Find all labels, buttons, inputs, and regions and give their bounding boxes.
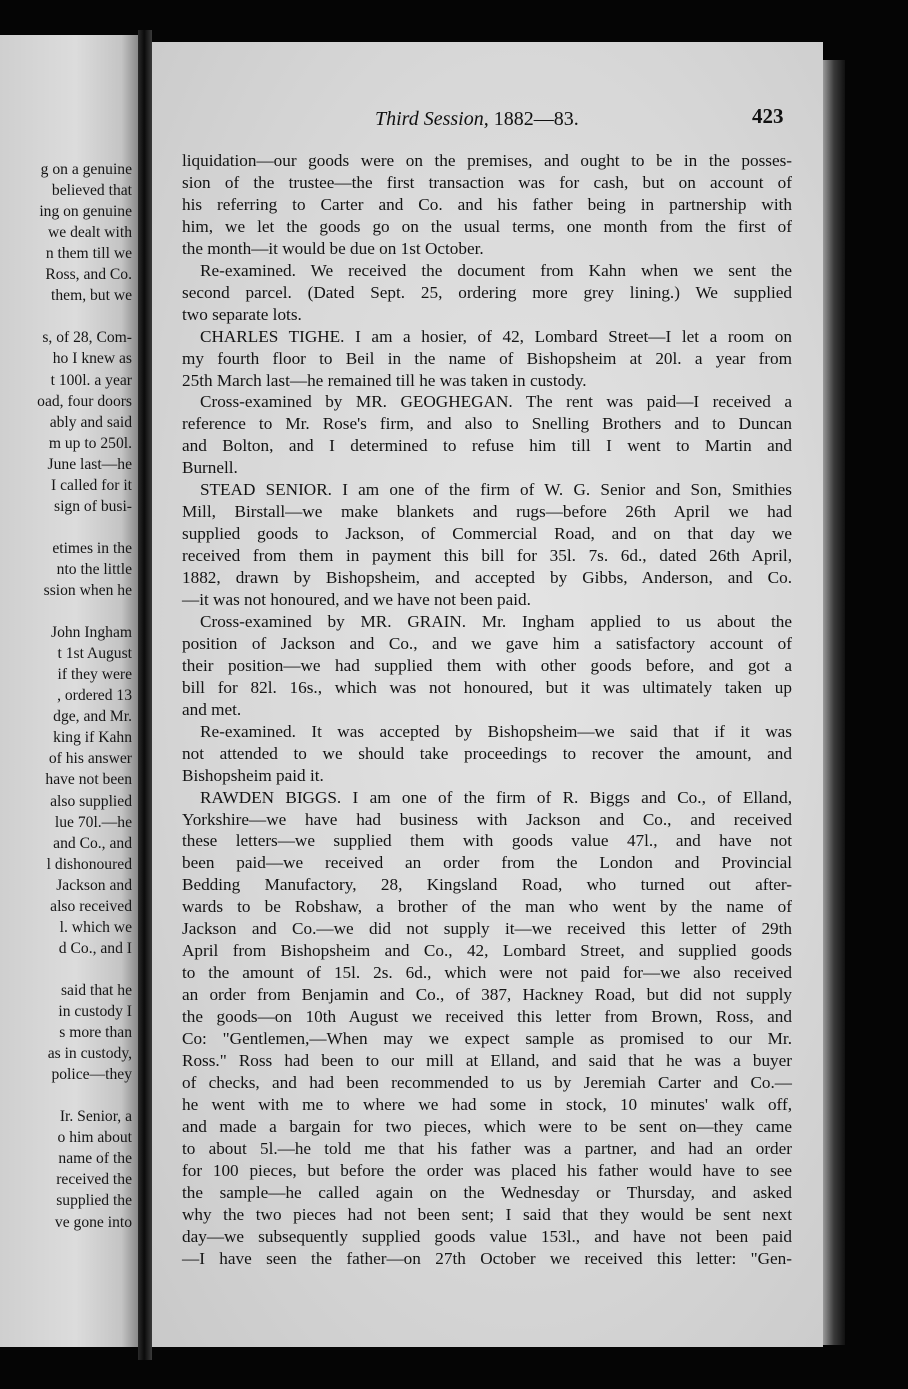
left-page-line: l. which we: [59, 918, 132, 936]
text-line: of checks, and had been recommended to us by Jeremiah Carter and Co.—: [182, 1072, 792, 1092]
text-line: RAWDEN BIGGS. I am one of the firm of R. Biggs and Co., of Elland,: [200, 787, 792, 807]
text-line: Burnell.: [182, 458, 238, 478]
left-page-line: supplied the: [56, 1192, 132, 1210]
text-line: my fourth floor to Beil in the name of Bishopsheim at 20l. a year from: [182, 348, 792, 368]
page-number: 423: [752, 104, 784, 128]
text-line: CHARLES TIGHE. I am a hosier, of 42, Lombard Street—I let a room on: [200, 326, 792, 346]
text-line: Bedding Manufactory, 28, Kingsland Road, who turned out after-: [182, 875, 792, 895]
text-line: position of Jackson and Co., and we gave him a satisfactory account of: [182, 633, 792, 653]
left-page-line: in custody I: [58, 1003, 132, 1020]
left-page-line: have not been: [45, 771, 132, 789]
left-page-line: ho I knew as: [52, 350, 132, 368]
left-page-line: also received: [50, 897, 132, 915]
left-page-line: Ir. Senior, a: [59, 1108, 132, 1126]
text-line: Cross-examined by MR. GRAIN. Mr. Ingham applied to us about the: [200, 611, 792, 631]
left-page-line: m up to 250l.: [48, 434, 132, 452]
text-line: Mill, Birstall—we make blankets and rugs—before 26th April we had: [182, 502, 792, 522]
left-page-line: believed that: [51, 182, 132, 200]
session-title: Third Session,: [375, 108, 489, 130]
text-line: these letters—we supplied them with goods value 47l., and have not: [182, 831, 792, 851]
left-page-line: police—they: [51, 1066, 132, 1084]
left-page-line: n them till we: [45, 245, 132, 263]
text-line: for 100 pieces, but before the order was placed his father would have to see: [182, 1160, 792, 1180]
left-page-line: as in custody,: [47, 1045, 132, 1063]
text-line: been paid—we received an order from the London and Provincial: [182, 853, 792, 873]
text-line: —it was not honoured, and we have not been paid.: [182, 590, 531, 609]
left-page-line: said that he: [60, 981, 132, 999]
text-line: received from them in payment this bill for 35l. 7s. 6d., dated 26th April,: [182, 546, 792, 566]
left-page-line: also supplied: [50, 792, 132, 810]
text-line: the sample—he called again on the Wednesday or Thursday, and asked: [182, 1182, 792, 1202]
left-page-line: ing on genuine: [39, 203, 132, 221]
left-page-line: t 1st August: [57, 645, 132, 663]
text-line: bill for 82l. 16s., which was not honoured, but it was ultimately taken up: [182, 677, 792, 697]
left-page-line: d Co., and I: [58, 939, 132, 957]
text-line: the month—it would be due on 1st October.: [182, 238, 484, 258]
text-line: Yorkshire—we have had business with Jackson and Co., and received: [182, 809, 792, 829]
text-line: and made a bargain for two pieces, which were to be sent on—they came: [182, 1116, 792, 1136]
text-line: Ross." Ross had been to our mill at Elland, and said that he was a buyer: [182, 1050, 792, 1070]
left-page-line: ssion when he: [43, 582, 132, 599]
text-line: and Bolton, and I determined to refuse him till I went to Martin and: [182, 436, 792, 456]
left-page-line: lue 70l.—he: [54, 813, 132, 831]
text-line: 25th March last—he remained till he was taken in custody.: [182, 370, 587, 390]
text-line: and met.: [182, 699, 242, 719]
left-page-line: o him about: [57, 1129, 132, 1147]
left-page-line: king if Kahn: [53, 729, 132, 747]
left-page-line: name of the: [58, 1150, 132, 1168]
left-page-line: oad, four doors: [37, 392, 132, 410]
text-line: Co: "Gentlemen,—When may we expect sample as promised to our Mr.: [182, 1029, 792, 1048]
left-page-line: g on a genuine: [40, 161, 132, 178]
text-line: two separate lots.: [182, 304, 302, 324]
text-line: to the amount of 15l. 2s. 6d., which were not paid for—we also received: [182, 963, 792, 983]
text-line: reference to Mr. Rose's firm, and also to Snelling Brothers and to Duncan: [182, 414, 792, 434]
text-line: their position—we had supplied them with other goods before, and got a: [182, 655, 792, 675]
book-gutter: [138, 30, 152, 1360]
left-page-line: I called for it: [51, 476, 132, 494]
text-line: April from Bishopsheim and Co., 42, Lombard Street, and supplied goods: [182, 941, 792, 961]
page-edge: [823, 60, 845, 1345]
left-page-line: received the: [56, 1171, 132, 1189]
text-line: 1882, drawn by Bishopsheim, and accepted by Gibbs, Anderson, and Co.: [182, 568, 792, 588]
left-page-line: them, but we: [51, 287, 132, 305]
text-line: the goods—on 10th August we received this letter from Brown, Ross, and: [182, 1007, 792, 1027]
text-line: he went with me to where we had some in stock, 10 minutes' walk off,: [182, 1094, 792, 1114]
left-page-line: Jackson and: [56, 876, 132, 894]
text-line: to about 5l.—he told me that his father was a partner, and had an order: [182, 1138, 792, 1158]
left-page-line: dge, and Mr.: [53, 708, 132, 726]
text-line: second parcel. (Dated Sept. 25, ordering more grey lining.) We supplied: [182, 282, 792, 302]
left-page-line: l dishonoured: [46, 855, 132, 873]
text-line: day—we subsequently supplied goods value 153l., and have not been paid: [182, 1226, 792, 1246]
left-page-line: we dealt with: [47, 224, 132, 242]
left-page-line: s, of 28, Com-: [42, 329, 132, 347]
left-page-line: ve gone into: [54, 1213, 132, 1231]
left-page-line: ably and said: [49, 413, 132, 431]
left-page-line: nto the little: [56, 560, 132, 578]
text-line: an order from Benjamin and Co., of 387, Hackney Road, but did not supply: [182, 985, 792, 1005]
left-page-line: sign of busi-: [54, 497, 132, 515]
left-page-line: of his answer: [48, 750, 132, 768]
text-line: liquidation—our goods were on the premises, and ought to be in the posses-: [182, 151, 792, 170]
text-line: wards to be Robshaw, a brother of the man who went by the name of: [182, 897, 792, 917]
text-line: Re-examined. We received the document from Kahn when we sent the: [200, 260, 792, 280]
left-page-line: John Ingham: [51, 624, 132, 642]
left-page-line: and Co., and: [53, 834, 132, 852]
left-page-line: s more than: [59, 1024, 132, 1042]
text-line: supplied goods to Jackson, of Commercial Road, and on that day we: [182, 524, 792, 544]
session-years: 1882—83.: [493, 108, 579, 130]
running-header: [375, 108, 579, 131]
text-line: Jackson and Co.—we did not supply it—we received this letter of 29th: [182, 919, 792, 939]
text-line: —I have seen the father—on 27th October we received this letter: "Gen-: [182, 1248, 792, 1268]
left-page-line: Ross, and Co.: [45, 266, 132, 284]
text-line: not attended to we should take proceedings to recover the amount, and: [182, 743, 792, 763]
left-page-line: June last—he: [47, 455, 132, 473]
left-page-line: t 100l. a year: [50, 371, 132, 389]
text-line: his referring to Carter and Co. and his father being in partnership with: [182, 194, 792, 214]
left-page-line: , ordered 13: [57, 687, 132, 705]
left-page-line: etimes in the: [52, 539, 132, 557]
left-page-line: if they were: [57, 666, 132, 684]
text-line: him, we let the goods go on the usual terms, one month from the first of: [182, 216, 792, 236]
text-line: why the two pieces had not been sent; I said that they would be sent next: [182, 1204, 792, 1224]
text-line: sion of the trustee—the first transaction was for cash, but on account of: [182, 172, 792, 192]
text-line: Cross-examined by MR. GEOGHEGAN. The rent was paid—I received a: [200, 392, 792, 412]
text-line: Re-examined. It was accepted by Bishopsheim—we said that if it was: [200, 721, 792, 741]
text-line: Bishopsheim paid it.: [182, 765, 324, 785]
text-line: STEAD SENIOR. I am one of the firm of W. G. Senior and Son, Smithies: [200, 480, 792, 500]
left-page: [0, 35, 138, 1347]
